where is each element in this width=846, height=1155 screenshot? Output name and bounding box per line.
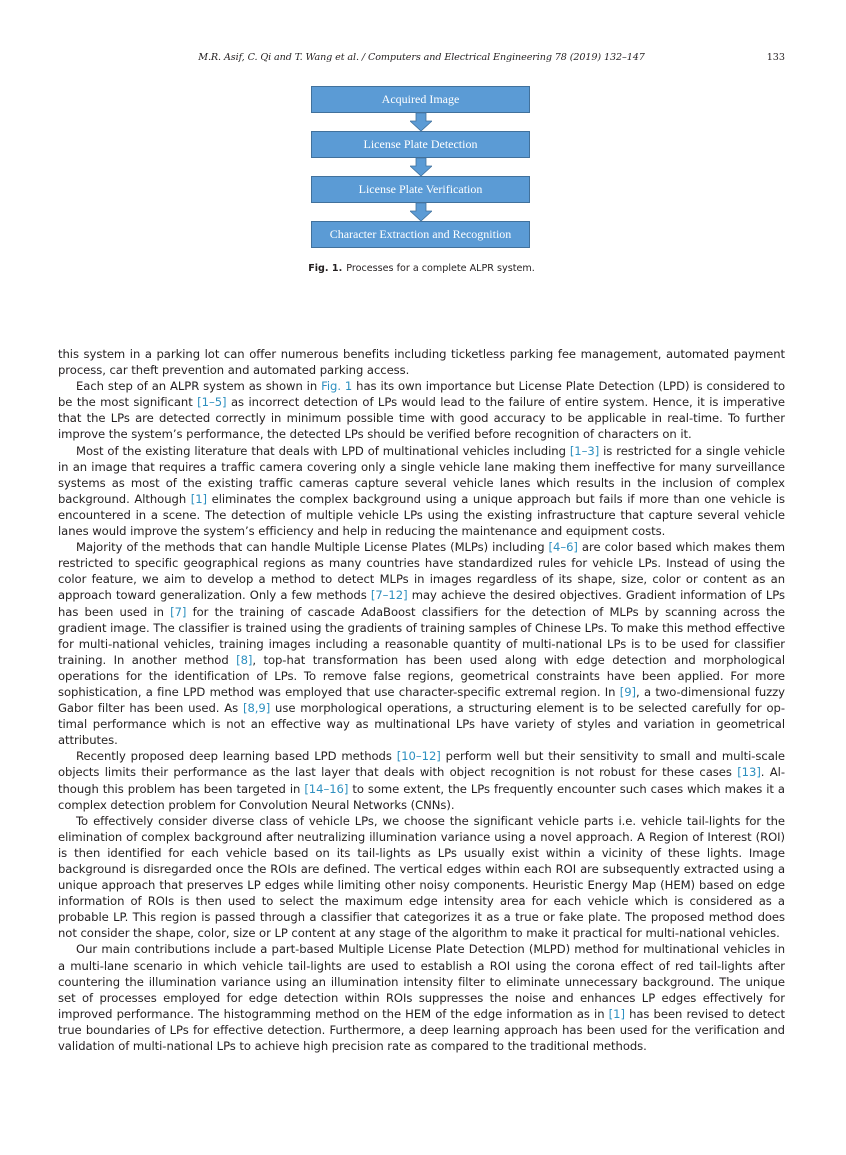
citation-link[interactable]: Fig. 1 — [321, 379, 353, 394]
flow-step-lp-verification: License Plate Verification — [311, 176, 530, 203]
page-number: 133 — [766, 52, 785, 63]
paragraph-text: has been revised to detect true boundaries of LPs for effective detection. Furthermore, a deep learning approach has been used for the verification and validation of multi-national LPs to achieve high precision rate as compared to the traditional methods. — [58, 1006, 785, 1054]
citation-link[interactable]: [10–12] — [396, 749, 441, 764]
paragraph-text: . Although this problem has been targeted in — [58, 765, 786, 796]
citation-link[interactable]: [1–5] — [197, 395, 227, 410]
paragraph-text: may achieve the desired objectives. Gradient information of LPs has been used in — [58, 588, 785, 619]
citation-link[interactable]: [1] — [190, 491, 208, 506]
paragraph — [58, 346, 785, 378]
flow-arrow-down-icon — [311, 158, 530, 176]
citation-link[interactable]: [1–3] — [569, 443, 600, 458]
paragraph-text: has its own importance but License Plate Detection (LPD) is considered to be the most significant — [58, 379, 785, 410]
flow-arrow-down-icon — [311, 113, 530, 131]
citation-link[interactable]: [7] — [170, 604, 187, 619]
citation-link[interactable]: [14–16] — [304, 781, 349, 796]
paragraph-text: use morphological operations, a structuring element is to be selected carefully for optimal performance which is not an effective way as multinational LPs have variety of styles and variation in geometrical attributes. — [58, 701, 785, 748]
citation-link[interactable]: [1] — [608, 1006, 625, 1021]
citation-link[interactable]: [7–12] — [370, 588, 408, 603]
citation-link[interactable]: [8] — [236, 652, 253, 667]
figure-caption — [58, 263, 785, 274]
citation-link[interactable]: [9] — [619, 684, 637, 699]
flow-step-acquired-image: Acquired Image — [311, 86, 530, 113]
paragraph-text: to some extent, the LPs frequently encounter such cases which makes it a complex detection problem for Convolution Neural Networks (CNNs). — [58, 781, 785, 812]
paragraph-text: To effectively consider diverse class of vehicle LPs, we choose the significant vehicle parts i.e. vehicle tail-lights for the elimination of complex background after neutralizing illumination variance using a novel approach. A Region of Interest (ROI) is then identified for each vehicle based on its tail-lights as LPs usually exist within a vicinity of these lights. Image background is disregarded once the ROIs are defined. The vertical edges within each ROI are subsequently extracted using a unique approach that preserves LP edges while limiting other noisy components. Heuristic Energy Map (HEM) based on edge information of ROIs is then used to select the maximum edge intensity area for each vehicle which is considered as a probable LP. This region is passed through a classifier that categorizes it as a true or fake plate. The proposed method does not consider the shape, color, size or LP content at any stage of the algorithm to make it practical for multi-national vehicles. — [58, 813, 785, 941]
paragraph — [58, 378, 785, 442]
paragraph-text: Each step of an ALPR system as shown in — [76, 379, 322, 394]
citation-link[interactable]: [4–6] — [548, 540, 578, 555]
paragraph — [58, 748, 785, 812]
running-header — [58, 52, 785, 68]
body-text — [58, 346, 785, 1054]
paragraph — [58, 539, 785, 748]
figure-caption-text: Processes for a complete ALPR system. — [346, 263, 535, 274]
paragraph — [58, 941, 785, 1054]
paragraph-text: Majority of the methods that can handle Multiple License Plates (MLPs) including — [76, 540, 549, 555]
paragraph-text: Our main contributions include a part-based Multiple License Plate Detection (MLPD) method for multinational vehicles in a multi-lane scenario in which vehicle tail-lights are used to establish a ROI using the corona effect of red tail-lights after countering the illumination variance using an illumination intensity filter to eliminate unnecessary background. The unique set of processes employed for edge detection within ROIs suppresses the noise and enhances LP edges effectively for improved performance. The histogramming method on the HEM of the edge information as in — [58, 942, 785, 1021]
citation-link[interactable]: [13] — [737, 765, 761, 780]
paragraph — [58, 813, 785, 942]
paragraph-text: Most of the existing literature that deals with LPD of multinational vehicles including — [76, 443, 570, 458]
paragraph-text: Recently proposed deep learning based LPD methods — [76, 749, 397, 764]
citation-link[interactable]: [8,9] — [242, 701, 271, 716]
paragraph-text: this system in a parking lot can offer numerous benefits including ticketless parking fee management, automated payment process, car theft prevention and automated parking access. — [58, 347, 785, 378]
figure-label: Fig. 1. — [308, 263, 343, 274]
running-head-text: M.R. Asif, C. Qi and T. Wang et al. / Computers and Electrical Engineering 78 (2019) 132–147 — [198, 52, 645, 63]
flow-step-lp-detection: License Plate Detection — [311, 131, 530, 158]
paragraph-text: eliminates the complex background using a unique approach but fails if more than one vehicle is encountered in a scene. The detection of multiple vehicle LPs using the existing infrastructure that capture several vehicle lanes would improve the system’s efficiency and help in reducing the maintenance and equipment costs. — [58, 491, 785, 539]
paragraph-text: is restricted for a single vehicle in an image that requires a traffic camera covering only a single vehicle lane making them ineffective for many surveillance systems as most of the existing traffic cameras capture several vehicle lanes which results in the inclusion of complex background. Although — [58, 443, 785, 506]
paragraph-text: for the training of cascade AdaBoost classifiers for the detection of MLPs by scanning across the gradient image. The classifier is trained using the gradients of training samples of Chinese LPs. To make this method effective for multi-national vehicles, training images including a reasonable quantity of multi-national LPs is to be used for classifier training. In another method — [58, 604, 785, 667]
alpr-flowchart — [311, 86, 530, 248]
paragraph-text: perform well but their sensitivity to small and multi-scale objects limits their performance as the last layer that deals with object recognition is not robust for these cases — [58, 749, 785, 780]
paragraph-text: are color based which makes them restricted to specific geographical regions as many countries have standardized rules for vehicle LPs. Instead of using the color feature, we aim to develop a method to detect MLPs in images regardless of its shape, size, color or content as an approach toward generalization. Only a few methods — [58, 540, 785, 603]
flow-step-character-recognition: Character Extraction and Recognition — [311, 221, 530, 248]
paragraph-text: , top-hat transformation has been used along with edge detection and morphological operations for the identification of LPs. To remove false regions, geometrical constraints have been applied. For more sophistication, a fine LPD method was employed that use character-specific extremal region. In — [58, 652, 785, 699]
paragraph — [58, 443, 785, 540]
paragraph-text: as incorrect detection of LPs would lead to the failure of entire system. Hence, it is imperative that the LPs are detected correctly in minimum possible time with good accuracy to be applicable in real-time. To further improve the system’s performance, the detected LPs should be verified before recognition of characters on it. — [58, 395, 786, 442]
paragraph-text: , a two-dimensional fuzzy Gabor filter has been used. As — [58, 684, 785, 716]
flow-arrow-down-icon — [311, 203, 530, 221]
